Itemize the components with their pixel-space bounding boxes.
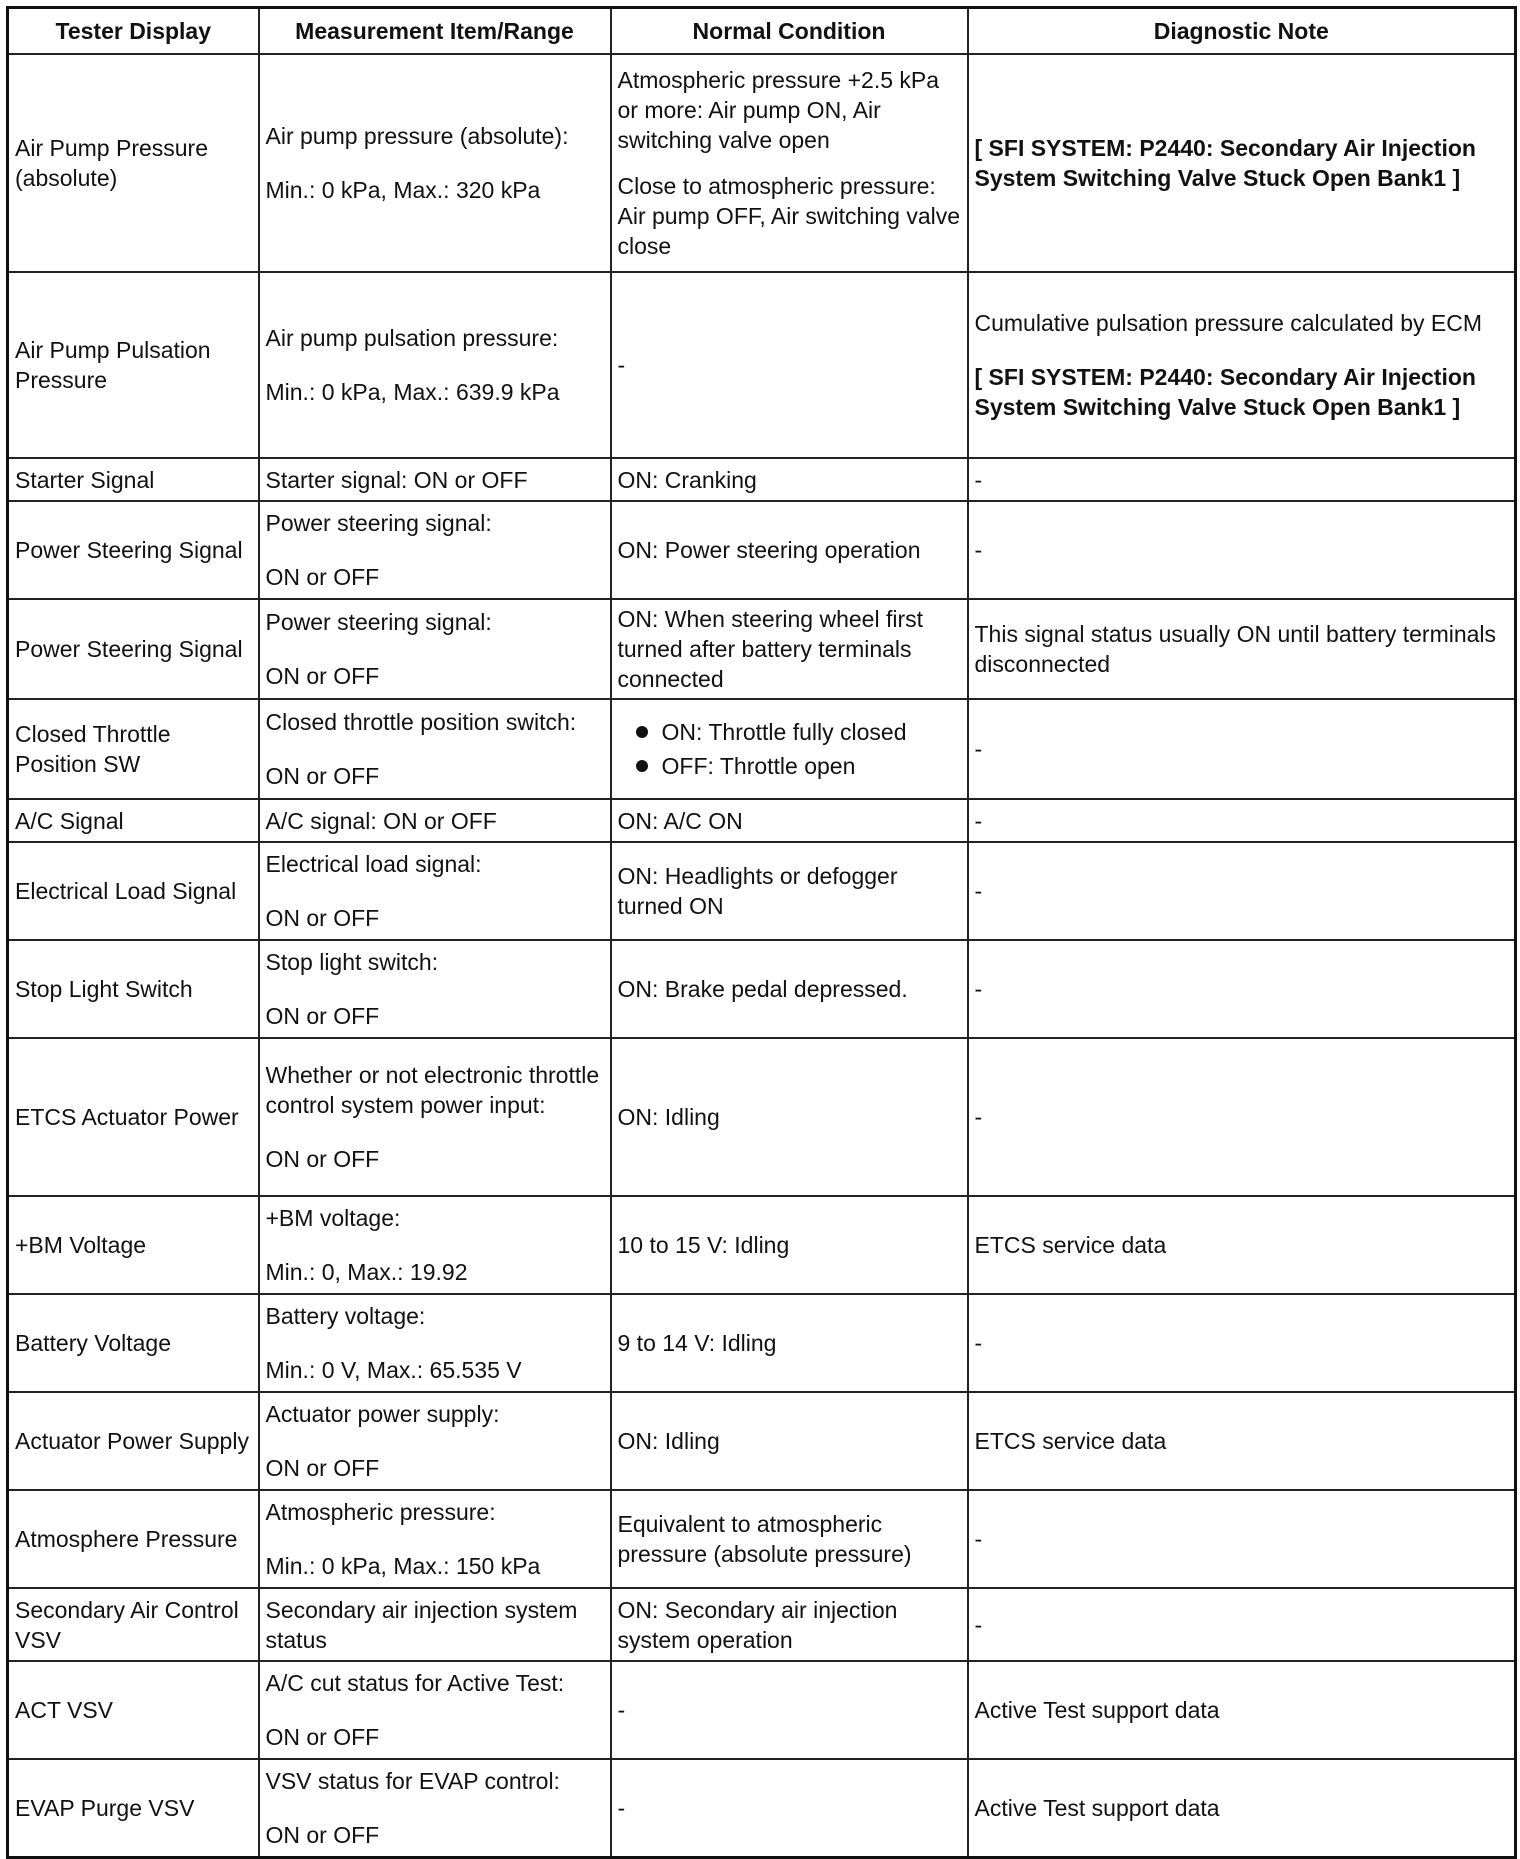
tester-display-cell: EVAP Purge VSV: [8, 1759, 259, 1857]
spacer: [266, 1527, 604, 1551]
table-row: [8, 599, 1516, 699]
tester-display-cell: Atmosphere Pressure: [8, 1490, 259, 1588]
table-row: [8, 1196, 1516, 1294]
tester-display-cell: Power Steering Signal: [8, 599, 259, 699]
measurement-cell: [259, 1661, 611, 1759]
measurement-cell: [259, 599, 611, 699]
header-diagnostic-note: Diagnostic Note: [968, 8, 1516, 55]
measurement-line: Min.: 0 kPa, Max.: 150 kPa: [265, 1553, 541, 1579]
measurement-cell: [259, 1038, 611, 1196]
header-normal-condition: Normal Condition: [611, 8, 968, 55]
measurement-line: ON or OFF: [265, 663, 380, 689]
normal-condition-cell: ON: Brake pedal depressed.: [611, 940, 968, 1038]
measurement-cell: Starter signal: ON or OFF: [259, 458, 611, 501]
spacer: [618, 155, 961, 171]
bullet-item: ON: Throttle fully closed: [618, 715, 961, 749]
diagnostic-note-text: Cumulative pulsation pressure calculated by ECM: [974, 310, 1483, 336]
tester-display-cell: Closed Throttle Position SW: [8, 699, 259, 799]
measurement-cell: [259, 272, 611, 458]
spacer: [266, 1429, 604, 1453]
measurement-line: Min.: 0, Max.: 19.92: [265, 1259, 468, 1285]
diagnostic-link-text[interactable]: [ SFI SYSTEM: P2440: Secondary Air Injection System Switching Valve Stuck Open Bank1 ]: [974, 364, 1476, 420]
measurement-line: Stop light switch:: [265, 949, 439, 975]
spacer: [266, 977, 604, 1001]
spacer: [266, 538, 604, 562]
measurement-line: ON or OFF: [265, 905, 380, 931]
spacer: [266, 637, 604, 661]
spacer: [266, 1796, 604, 1820]
measurement-line: ON or OFF: [265, 1146, 380, 1172]
bullet-item: OFF: Throttle open: [618, 749, 961, 783]
tester-display-cell: Air Pump Pressure (absolute): [8, 54, 259, 272]
normal-condition-cell: -: [611, 272, 968, 458]
measurement-cell: [259, 54, 611, 272]
spacer: [975, 338, 1509, 362]
tester-display-cell: Power Steering Signal: [8, 501, 259, 599]
spacer: [266, 151, 604, 175]
table-row: [8, 842, 1516, 940]
measurement-line: Air pump pressure (absolute):: [265, 123, 569, 149]
measurement-line: +BM voltage:: [265, 1205, 401, 1231]
measurement-line: Power steering signal:: [265, 510, 492, 536]
tester-display-cell: ACT VSV: [8, 1661, 259, 1759]
measurement-line: Closed throttle position switch:: [265, 709, 577, 735]
measurement-line: ON or OFF: [265, 1821, 380, 1848]
diagnostic-note-cell: -: [968, 458, 1516, 501]
measurement-line: VSV status for EVAP control:: [265, 1767, 560, 1794]
table-row: [8, 799, 1516, 842]
measurement-line: Min.: 0 kPa, Max.: 639.9 kPa: [265, 379, 560, 405]
normal-condition-cell: 9 to 14 V: Idling: [611, 1294, 968, 1392]
diagnostic-note-cell: -: [968, 1588, 1516, 1661]
diagnostic-note-cell: ETCS service data: [968, 1196, 1516, 1294]
tester-display-cell: Secondary Air Control VSV: [8, 1588, 259, 1661]
table-row: [8, 501, 1516, 599]
spacer: [266, 879, 604, 903]
normal-condition-cell: ON: Headlights or defogger turned ON: [611, 842, 968, 940]
normal-condition-cell: -: [611, 1759, 968, 1857]
diagnostic-note-cell: -: [968, 699, 1516, 799]
normal-condition-cell: ON: Cranking: [611, 458, 968, 501]
header-tester-display: Tester Display: [8, 8, 259, 55]
measurement-line: ON or OFF: [265, 564, 380, 590]
normal-condition-cell: ON: Secondary air injection system operation: [611, 1588, 968, 1661]
tester-display-cell: Electrical Load Signal: [8, 842, 259, 940]
table-row: [8, 1661, 1516, 1759]
normal-condition-cell: Equivalent to atmospheric pressure (absolute pressure): [611, 1490, 968, 1588]
measurement-line: Atmospheric pressure:: [265, 1499, 496, 1525]
diagnostic-note-cell: This signal status usually ON until battery terminals disconnected: [968, 599, 1516, 699]
table-row: [8, 1588, 1516, 1661]
measurement-cell: [259, 699, 611, 799]
table-row: [8, 940, 1516, 1038]
diagnostic-note-cell: [968, 272, 1516, 458]
diagnostic-note-cell: -: [968, 842, 1516, 940]
normal-condition-cell: -: [611, 1661, 968, 1759]
diagnostic-note-cell: -: [968, 1038, 1516, 1196]
measurement-line: Electrical load signal:: [265, 851, 482, 877]
diagnostic-note-cell: [968, 54, 1516, 272]
table-row: [8, 1038, 1516, 1196]
tester-display-cell: Air Pump Pulsation Pressure: [8, 272, 259, 458]
table-row: [8, 1294, 1516, 1392]
measurement-line: Whether or not electronic throttle control system power input:: [265, 1062, 600, 1118]
measurement-cell: [259, 842, 611, 940]
measurement-line: ON or OFF: [265, 1455, 380, 1481]
normal-condition-cell: ON: Power steering operation: [611, 501, 968, 599]
measurement-cell: [259, 1759, 611, 1857]
header-measurement-item: Measurement Item/Range: [259, 8, 611, 55]
tester-display-cell: ETCS Actuator Power: [8, 1038, 259, 1196]
diagnostic-link-text[interactable]: [ SFI SYSTEM: P2440: Secondary Air Injection System Switching Valve Stuck Open Bank1 ]: [974, 135, 1476, 191]
measurement-line: Power steering signal:: [265, 609, 492, 635]
diagnostic-note-cell: Active Test support data: [968, 1661, 1516, 1759]
measurement-cell: [259, 501, 611, 599]
header-row: [8, 8, 1516, 55]
table-row: [8, 1490, 1516, 1588]
measurement-line: Battery voltage:: [265, 1303, 426, 1329]
tester-display-cell: Starter Signal: [8, 458, 259, 501]
normal-condition-cell: ON: A/C ON: [611, 799, 968, 842]
measurement-line: Min.: 0 V, Max.: 65.535 V: [265, 1357, 522, 1383]
diagnostic-note-cell: ETCS service data: [968, 1392, 1516, 1490]
normal-line: Atmospheric pressure +2.5 kPa or more: Air pump ON, Air switching valve open: [617, 67, 940, 153]
tester-display-cell: Battery Voltage: [8, 1294, 259, 1392]
normal-bullet-list: [618, 715, 961, 783]
measurement-cell: [259, 1392, 611, 1490]
measurement-line: Air pump pulsation pressure:: [265, 325, 559, 351]
normal-condition-cell: ON: Idling: [611, 1392, 968, 1490]
spacer: [266, 1698, 604, 1722]
measurement-cell: A/C signal: ON or OFF: [259, 799, 611, 842]
normal-condition-cell: [611, 699, 968, 799]
measurement-cell: [259, 1196, 611, 1294]
normal-condition-cell: 10 to 15 V: Idling: [611, 1196, 968, 1294]
measurement-line: ON or OFF: [265, 1724, 380, 1750]
tester-display-cell: Actuator Power Supply: [8, 1392, 259, 1490]
normal-condition-cell: ON: When steering wheel first turned after battery terminals connected: [611, 599, 968, 699]
diagnostic-note-cell: -: [968, 940, 1516, 1038]
diagnostic-note-cell: Active Test support data: [968, 1759, 1516, 1857]
spacer: [266, 1233, 604, 1257]
measurement-line: ON or OFF: [265, 1003, 380, 1029]
measurement-cell: [259, 1294, 611, 1392]
measurement-line: ON or OFF: [265, 763, 380, 789]
tester-display-cell: A/C Signal: [8, 799, 259, 842]
data-list-table-container: [6, 6, 1514, 1859]
diagnostic-note-cell: -: [968, 501, 1516, 599]
measurement-cell: Secondary air injection system status: [259, 1588, 611, 1661]
spacer: [266, 1120, 604, 1144]
spacer: [266, 737, 604, 761]
normal-line: Close to atmospheric pressure: Air pump OFF, Air switching valve close: [617, 173, 961, 259]
table-row: [8, 699, 1516, 799]
table-row: [8, 1759, 1516, 1857]
spacer: [266, 1331, 604, 1355]
measurement-cell: [259, 940, 611, 1038]
data-list-table: [6, 6, 1517, 1859]
tester-display-cell: Stop Light Switch: [8, 940, 259, 1038]
diagnostic-note-cell: -: [968, 799, 1516, 842]
normal-condition-cell: ON: Idling: [611, 1038, 968, 1196]
table-row: [8, 1392, 1516, 1490]
normal-condition-cell: [611, 54, 968, 272]
measurement-line: A/C cut status for Active Test:: [265, 1670, 565, 1696]
table-row: [8, 458, 1516, 501]
diagnostic-note-cell: -: [968, 1294, 1516, 1392]
table-row: [8, 54, 1516, 272]
measurement-line: Actuator power supply:: [265, 1401, 500, 1427]
measurement-cell: [259, 1490, 611, 1588]
diagnostic-note-cell: -: [968, 1490, 1516, 1588]
tester-display-cell: +BM Voltage: [8, 1196, 259, 1294]
measurement-line: Min.: 0 kPa, Max.: 320 kPa: [265, 177, 541, 203]
spacer: [266, 353, 604, 377]
table-row: [8, 272, 1516, 458]
